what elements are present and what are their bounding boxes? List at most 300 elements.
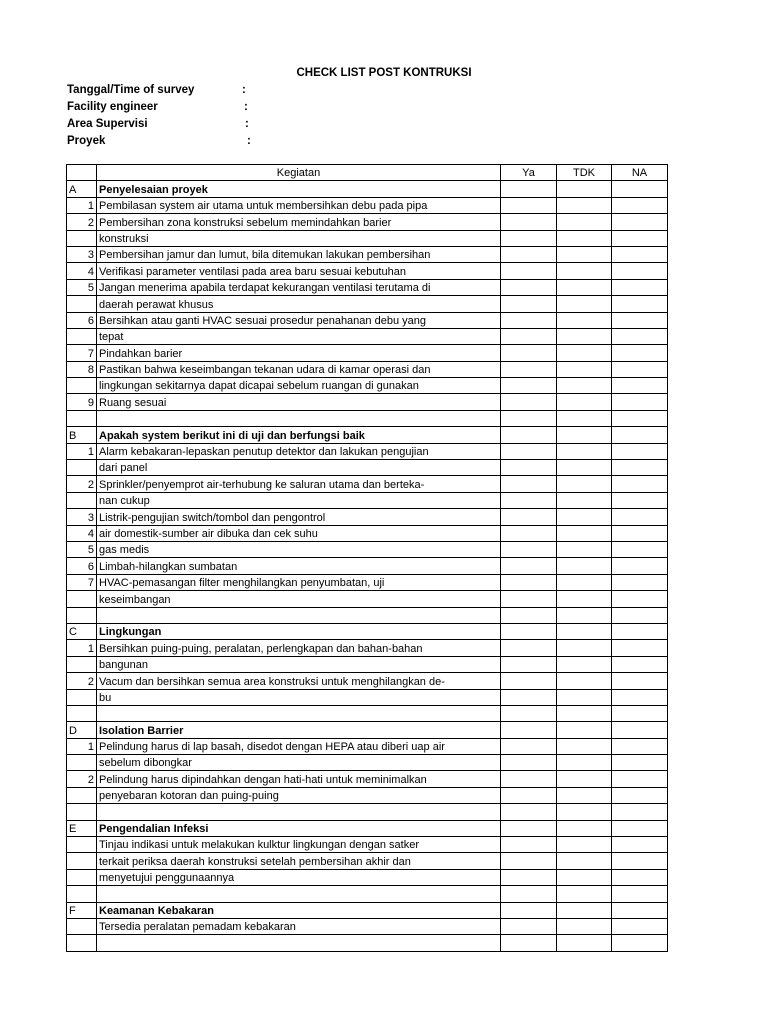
blank-row bbox=[67, 705, 668, 721]
blank-cell bbox=[612, 705, 668, 721]
check-cell-ya[interactable] bbox=[501, 197, 557, 213]
item-text: Pelindung harus di lap basah, disedot dengan HEPA atau diberi uap air bbox=[97, 738, 501, 754]
checklist-row bbox=[67, 673, 668, 689]
blank-cell bbox=[97, 935, 501, 951]
blank-cell bbox=[501, 607, 557, 623]
check-cell-tdk[interactable] bbox=[557, 296, 612, 312]
item-text: Ruang sesuai bbox=[97, 394, 501, 410]
area-supervisi-row bbox=[67, 116, 287, 133]
check-cell-ya[interactable] bbox=[501, 738, 557, 754]
item-number: 4 bbox=[67, 525, 97, 541]
item-text: Pelindung harus dipindahkan dengan hati-hati untuk meminimalkan bbox=[97, 771, 501, 787]
item-number bbox=[67, 378, 97, 394]
blank-cell bbox=[557, 935, 612, 951]
item-text: HVAC-pemasangan filter menghilangkan penyumbatan, uji bbox=[97, 574, 501, 590]
check-cell-na[interactable] bbox=[612, 837, 668, 853]
item-text: terkait periksa daerah konstruksi setelah pembersihan akhir dan bbox=[97, 853, 501, 869]
blank-cell bbox=[557, 705, 612, 721]
check-cell-tdk[interactable] bbox=[557, 394, 612, 410]
item-number bbox=[67, 853, 97, 869]
check-cell-na[interactable] bbox=[612, 361, 668, 377]
section-title: Keamanan Kebakaran bbox=[97, 902, 501, 918]
check-cell-na[interactable] bbox=[612, 673, 668, 689]
checklist-row bbox=[67, 378, 668, 394]
checklist-row bbox=[67, 591, 668, 607]
item-text: Bersihkan atau ganti HVAC sesuai prosedur penahanan debu yang bbox=[97, 312, 501, 328]
item-number bbox=[67, 787, 97, 803]
blank-cell bbox=[501, 623, 557, 639]
survey-info bbox=[67, 82, 287, 150]
check-cell-tdk[interactable] bbox=[557, 378, 612, 394]
check-cell-tdk[interactable] bbox=[557, 918, 612, 934]
item-number bbox=[67, 460, 97, 476]
blank-cell bbox=[501, 902, 557, 918]
check-cell-tdk[interactable] bbox=[557, 214, 612, 230]
item-number bbox=[67, 689, 97, 705]
item-number: 8 bbox=[67, 361, 97, 377]
check-cell-tdk[interactable] bbox=[557, 837, 612, 853]
blank-cell bbox=[97, 886, 501, 902]
check-cell-na[interactable] bbox=[612, 394, 668, 410]
check-cell-ya[interactable] bbox=[501, 591, 557, 607]
checklist-row bbox=[67, 394, 668, 410]
item-number bbox=[67, 492, 97, 508]
check-cell-na[interactable] bbox=[612, 328, 668, 344]
blank-row bbox=[67, 886, 668, 902]
item-number: 1 bbox=[67, 197, 97, 213]
check-cell-na[interactable] bbox=[612, 230, 668, 246]
check-cell-ya[interactable] bbox=[501, 263, 557, 279]
check-cell-ya[interactable] bbox=[501, 640, 557, 656]
section-letter: E bbox=[67, 820, 97, 836]
check-cell-na[interactable] bbox=[612, 640, 668, 656]
item-text: Tinjau indikasi untuk melakukan kulktur lingkungan dengan satker bbox=[97, 837, 501, 853]
checklist-row bbox=[67, 296, 668, 312]
blank-cell bbox=[67, 886, 97, 902]
section-row bbox=[67, 623, 668, 639]
check-cell-na[interactable] bbox=[612, 460, 668, 476]
check-cell-tdk[interactable] bbox=[557, 197, 612, 213]
check-cell-ya[interactable] bbox=[501, 328, 557, 344]
blank-cell bbox=[501, 935, 557, 951]
header-number-cell bbox=[67, 165, 97, 181]
item-number bbox=[67, 755, 97, 771]
check-cell-na[interactable] bbox=[612, 869, 668, 885]
check-cell-ya[interactable] bbox=[501, 509, 557, 525]
checklist-row bbox=[67, 869, 668, 885]
checklist-row bbox=[67, 558, 668, 574]
item-text: Sprinkler/penyemprot air-terhubung ke saluran utama dan berteka- bbox=[97, 476, 501, 492]
section-letter: D bbox=[67, 722, 97, 738]
check-cell-na[interactable] bbox=[612, 214, 668, 230]
blank-cell bbox=[612, 902, 668, 918]
item-number: 6 bbox=[67, 312, 97, 328]
checklist-row bbox=[67, 640, 668, 656]
check-cell-tdk[interactable] bbox=[557, 476, 612, 492]
blank-cell bbox=[557, 623, 612, 639]
header-ya: Ya bbox=[501, 165, 557, 181]
blank-cell bbox=[501, 410, 557, 426]
check-cell-ya[interactable] bbox=[501, 673, 557, 689]
check-cell-ya[interactable] bbox=[501, 361, 557, 377]
blank-cell bbox=[557, 902, 612, 918]
item-number: 3 bbox=[67, 509, 97, 525]
blank-row bbox=[67, 804, 668, 820]
check-cell-ya[interactable] bbox=[501, 246, 557, 262]
item-number: 1 bbox=[67, 443, 97, 459]
section-row bbox=[67, 902, 668, 918]
blank-cell bbox=[501, 427, 557, 443]
item-text: bu bbox=[97, 689, 501, 705]
checklist-row bbox=[67, 214, 668, 230]
item-number: 2 bbox=[67, 476, 97, 492]
checklist-row bbox=[67, 328, 668, 344]
item-number: 3 bbox=[67, 246, 97, 262]
check-cell-ya[interactable] bbox=[501, 230, 557, 246]
survey-date-row bbox=[67, 82, 287, 99]
item-text: Listrik-pengujian switch/tombol dan pengontrol bbox=[97, 509, 501, 525]
check-cell-ya[interactable] bbox=[501, 460, 557, 476]
check-cell-na[interactable] bbox=[612, 853, 668, 869]
check-cell-tdk[interactable] bbox=[557, 787, 612, 803]
check-cell-ya[interactable] bbox=[501, 755, 557, 771]
section-title: Isolation Barrier bbox=[97, 722, 501, 738]
check-cell-na[interactable] bbox=[612, 345, 668, 361]
item-number: 5 bbox=[67, 279, 97, 295]
check-cell-ya[interactable] bbox=[501, 296, 557, 312]
check-cell-na[interactable] bbox=[612, 525, 668, 541]
check-cell-ya[interactable] bbox=[501, 492, 557, 508]
check-cell-na[interactable] bbox=[612, 738, 668, 754]
proyek-row bbox=[67, 133, 287, 150]
check-cell-tdk[interactable] bbox=[557, 263, 612, 279]
item-number bbox=[67, 656, 97, 672]
checklist-row bbox=[67, 787, 668, 803]
check-cell-ya[interactable] bbox=[501, 214, 557, 230]
item-text: bangunan bbox=[97, 656, 501, 672]
check-cell-ya[interactable] bbox=[501, 378, 557, 394]
item-text: gas medis bbox=[97, 541, 501, 557]
checklist-row bbox=[67, 263, 668, 279]
check-cell-na[interactable] bbox=[612, 574, 668, 590]
check-cell-tdk[interactable] bbox=[557, 246, 612, 262]
item-number bbox=[67, 918, 97, 934]
blank-cell bbox=[612, 804, 668, 820]
section-title: Penyelesaian proyek bbox=[97, 181, 501, 197]
check-cell-na[interactable] bbox=[612, 771, 668, 787]
check-cell-tdk[interactable] bbox=[557, 443, 612, 459]
blank-cell bbox=[557, 410, 612, 426]
check-cell-ya[interactable] bbox=[501, 541, 557, 557]
blank-row bbox=[67, 935, 668, 951]
section-row bbox=[67, 820, 668, 836]
blank-cell bbox=[97, 607, 501, 623]
checklist-row bbox=[67, 230, 668, 246]
section-title: Apakah system berikut ini di uji dan berfungsi baik bbox=[97, 427, 501, 443]
blank-cell bbox=[97, 804, 501, 820]
checklist-row bbox=[67, 509, 668, 525]
checklist-row bbox=[67, 312, 668, 328]
item-number: 4 bbox=[67, 263, 97, 279]
checklist-row bbox=[67, 525, 668, 541]
check-cell-tdk[interactable] bbox=[557, 345, 612, 361]
checklist-row bbox=[67, 361, 668, 377]
header-kegiatan: Kegiatan bbox=[97, 165, 501, 181]
checklist-row bbox=[67, 771, 668, 787]
check-cell-tdk[interactable] bbox=[557, 492, 612, 508]
check-cell-na[interactable] bbox=[612, 246, 668, 262]
blank-cell bbox=[97, 705, 501, 721]
check-cell-tdk[interactable] bbox=[557, 328, 612, 344]
check-cell-na[interactable] bbox=[612, 378, 668, 394]
item-text: lingkungan sekitarnya dapat dicapai sebelum ruangan di gunakan bbox=[97, 378, 501, 394]
checklist-row bbox=[67, 689, 668, 705]
blank-cell bbox=[67, 705, 97, 721]
item-number: 1 bbox=[67, 640, 97, 656]
blank-cell bbox=[612, 410, 668, 426]
blank-cell bbox=[501, 886, 557, 902]
section-letter: B bbox=[67, 427, 97, 443]
check-cell-na[interactable] bbox=[612, 755, 668, 771]
check-cell-na[interactable] bbox=[612, 197, 668, 213]
facility-engineer-label: Facility engineer bbox=[67, 101, 158, 113]
header-tdk: TDK bbox=[557, 165, 612, 181]
check-cell-tdk[interactable] bbox=[557, 640, 612, 656]
item-number: 2 bbox=[67, 771, 97, 787]
check-cell-na[interactable] bbox=[612, 443, 668, 459]
check-cell-tdk[interactable] bbox=[557, 689, 612, 705]
section-letter: A bbox=[67, 181, 97, 197]
item-text: air domestik-sumber air dibuka dan cek suhu bbox=[97, 525, 501, 541]
item-number bbox=[67, 837, 97, 853]
check-cell-na[interactable] bbox=[612, 656, 668, 672]
blank-cell bbox=[612, 607, 668, 623]
checklist-row bbox=[67, 345, 668, 361]
blank-row bbox=[67, 410, 668, 426]
item-text: Pindahkan barier bbox=[97, 345, 501, 361]
section-row bbox=[67, 722, 668, 738]
item-text: Pembersihan jamur dan lumut, bila ditemukan lakukan pembersihan bbox=[97, 246, 501, 262]
item-text: dari panel bbox=[97, 460, 501, 476]
check-cell-tdk[interactable] bbox=[557, 279, 612, 295]
checklist-row bbox=[67, 541, 668, 557]
check-cell-ya[interactable] bbox=[501, 918, 557, 934]
area-supervisi-colon: : bbox=[245, 118, 249, 130]
check-cell-na[interactable] bbox=[612, 279, 668, 295]
checklist-row bbox=[67, 460, 668, 476]
section-letter: F bbox=[67, 902, 97, 918]
check-cell-na[interactable] bbox=[612, 509, 668, 525]
item-text: Pembilasan system air utama untuk membersihkan debu pada pipa bbox=[97, 197, 501, 213]
blank-cell bbox=[612, 722, 668, 738]
item-text: menyetujui penggunaannya bbox=[97, 869, 501, 885]
blank-cell bbox=[557, 427, 612, 443]
check-cell-tdk[interactable] bbox=[557, 771, 612, 787]
item-text: Tersedia peralatan pemadam kebakaran bbox=[97, 918, 501, 934]
check-cell-na[interactable] bbox=[612, 787, 668, 803]
check-cell-ya[interactable] bbox=[501, 443, 557, 459]
check-cell-tdk[interactable] bbox=[557, 656, 612, 672]
item-number: 1 bbox=[67, 738, 97, 754]
blank-cell bbox=[557, 181, 612, 197]
section-letter: C bbox=[67, 623, 97, 639]
checklist-row bbox=[67, 492, 668, 508]
check-cell-tdk[interactable] bbox=[557, 312, 612, 328]
blank-cell bbox=[557, 722, 612, 738]
check-cell-ya[interactable] bbox=[501, 525, 557, 541]
header-row bbox=[67, 165, 668, 181]
item-text: keseimbangan bbox=[97, 591, 501, 607]
blank-cell bbox=[557, 820, 612, 836]
blank-cell bbox=[67, 935, 97, 951]
survey-date-label: Tanggal/Time of survey bbox=[67, 84, 195, 96]
item-text: nan cukup bbox=[97, 492, 501, 508]
checklist-row bbox=[67, 197, 668, 213]
check-cell-tdk[interactable] bbox=[557, 509, 612, 525]
item-number: 5 bbox=[67, 541, 97, 557]
item-text: penyebaran kotoran dan puing-puing bbox=[97, 787, 501, 803]
item-number bbox=[67, 230, 97, 246]
check-cell-ya[interactable] bbox=[501, 787, 557, 803]
checklist-row bbox=[67, 476, 668, 492]
check-cell-ya[interactable] bbox=[501, 689, 557, 705]
checklist-row bbox=[67, 837, 668, 853]
checklist-row bbox=[67, 443, 668, 459]
blank-cell bbox=[97, 410, 501, 426]
item-text: Bersihkan puing-puing, peralatan, perlengkapan dan bahan-bahan bbox=[97, 640, 501, 656]
survey-date-colon: : bbox=[242, 84, 246, 96]
check-cell-na[interactable] bbox=[612, 263, 668, 279]
blank-cell bbox=[501, 722, 557, 738]
document-title: CHECK LIST POST KONTRUKSI bbox=[296, 67, 472, 79]
area-supervisi-label: Area Supervisi bbox=[67, 118, 148, 130]
item-text: Pastikan bahwa keseimbangan tekanan udara di kamar operasi dan bbox=[97, 361, 501, 377]
check-cell-na[interactable] bbox=[612, 591, 668, 607]
check-cell-ya[interactable] bbox=[501, 853, 557, 869]
item-text: konstruksi bbox=[97, 230, 501, 246]
check-cell-tdk[interactable] bbox=[557, 755, 612, 771]
facility-engineer-colon: : bbox=[244, 101, 248, 113]
blank-cell bbox=[557, 607, 612, 623]
check-cell-tdk[interactable] bbox=[557, 525, 612, 541]
check-cell-ya[interactable] bbox=[501, 279, 557, 295]
checklist-row bbox=[67, 656, 668, 672]
proyek-label: Proyek bbox=[67, 135, 106, 147]
blank-row bbox=[67, 607, 668, 623]
check-cell-na[interactable] bbox=[612, 492, 668, 508]
item-number: 9 bbox=[67, 394, 97, 410]
check-cell-ya[interactable] bbox=[501, 558, 557, 574]
checklist-body bbox=[67, 165, 668, 952]
blank-cell bbox=[612, 427, 668, 443]
check-cell-tdk[interactable] bbox=[557, 673, 612, 689]
check-cell-ya[interactable] bbox=[501, 837, 557, 853]
check-cell-ya[interactable] bbox=[501, 312, 557, 328]
blank-cell bbox=[612, 935, 668, 951]
check-cell-na[interactable] bbox=[612, 476, 668, 492]
item-number: 2 bbox=[67, 673, 97, 689]
item-number: 7 bbox=[67, 574, 97, 590]
proyek-colon: : bbox=[247, 135, 251, 147]
check-cell-tdk[interactable] bbox=[557, 230, 612, 246]
section-row bbox=[67, 427, 668, 443]
item-number bbox=[67, 296, 97, 312]
check-cell-tdk[interactable] bbox=[557, 361, 612, 377]
checklist-row bbox=[67, 853, 668, 869]
check-cell-na[interactable] bbox=[612, 296, 668, 312]
section-title: Pengendalian Infeksi bbox=[97, 820, 501, 836]
item-number bbox=[67, 328, 97, 344]
check-cell-tdk[interactable] bbox=[557, 591, 612, 607]
checklist-row bbox=[67, 246, 668, 262]
item-text: Vacum dan bersihkan semua area konstruksi untuk menghilangkan de- bbox=[97, 673, 501, 689]
section-row bbox=[67, 181, 668, 197]
header-na: NA bbox=[612, 165, 668, 181]
item-text: Verifikasi parameter ventilasi pada area baru sesuai kebutuhan bbox=[97, 263, 501, 279]
check-cell-tdk[interactable] bbox=[557, 869, 612, 885]
check-cell-tdk[interactable] bbox=[557, 738, 612, 754]
section-title: Lingkungan bbox=[97, 623, 501, 639]
blank-cell bbox=[612, 820, 668, 836]
check-cell-ya[interactable] bbox=[501, 345, 557, 361]
blank-cell bbox=[557, 886, 612, 902]
blank-cell bbox=[612, 886, 668, 902]
item-number bbox=[67, 869, 97, 885]
check-cell-na[interactable] bbox=[612, 689, 668, 705]
checklist-table bbox=[66, 164, 668, 952]
check-cell-tdk[interactable] bbox=[557, 853, 612, 869]
blank-cell bbox=[501, 705, 557, 721]
blank-cell bbox=[501, 804, 557, 820]
check-cell-ya[interactable] bbox=[501, 476, 557, 492]
check-cell-tdk[interactable] bbox=[557, 460, 612, 476]
item-number: 6 bbox=[67, 558, 97, 574]
checklist-row bbox=[67, 574, 668, 590]
checklist-row bbox=[67, 755, 668, 771]
facility-engineer-row bbox=[67, 99, 287, 116]
item-number: 7 bbox=[67, 345, 97, 361]
blank-cell bbox=[501, 820, 557, 836]
item-number: 2 bbox=[67, 214, 97, 230]
item-text: sebelum dibongkar bbox=[97, 755, 501, 771]
item-number bbox=[67, 591, 97, 607]
blank-cell bbox=[612, 181, 668, 197]
check-cell-ya[interactable] bbox=[501, 574, 557, 590]
item-text: Alarm kebakaran-lepaskan penutup detektor dan lakukan pengujian bbox=[97, 443, 501, 459]
blank-cell bbox=[67, 804, 97, 820]
check-cell-tdk[interactable] bbox=[557, 541, 612, 557]
check-cell-na[interactable] bbox=[612, 558, 668, 574]
check-cell-ya[interactable] bbox=[501, 869, 557, 885]
item-text: Limbah-hilangkan sumbatan bbox=[97, 558, 501, 574]
check-cell-na[interactable] bbox=[612, 918, 668, 934]
check-cell-tdk[interactable] bbox=[557, 558, 612, 574]
blank-cell bbox=[67, 607, 97, 623]
check-cell-ya[interactable] bbox=[501, 771, 557, 787]
item-text: tepat bbox=[97, 328, 501, 344]
check-cell-na[interactable] bbox=[612, 312, 668, 328]
check-cell-ya[interactable] bbox=[501, 656, 557, 672]
blank-cell bbox=[612, 623, 668, 639]
blank-cell bbox=[67, 410, 97, 426]
checklist-row bbox=[67, 738, 668, 754]
checklist-row bbox=[67, 279, 668, 295]
check-cell-ya[interactable] bbox=[501, 394, 557, 410]
check-cell-tdk[interactable] bbox=[557, 574, 612, 590]
blank-cell bbox=[501, 181, 557, 197]
check-cell-na[interactable] bbox=[612, 541, 668, 557]
checklist-row bbox=[67, 918, 668, 934]
